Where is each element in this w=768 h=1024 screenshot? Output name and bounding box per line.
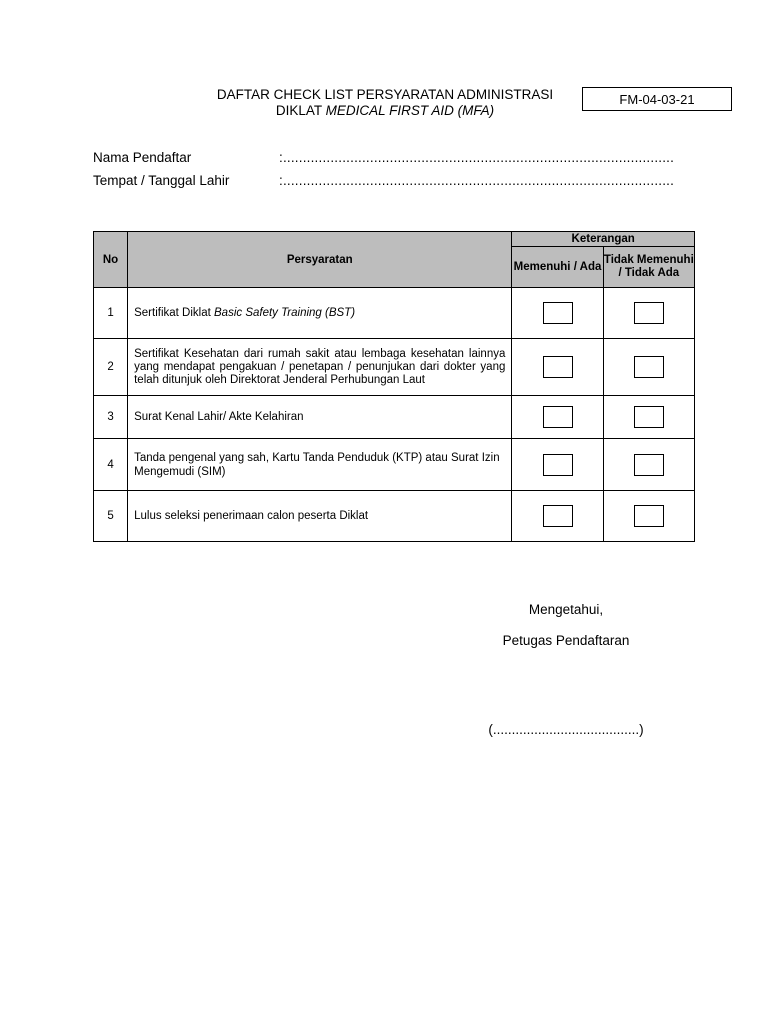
requirements-table	[93, 231, 695, 542]
row-number: 1	[94, 288, 128, 339]
field-value-line[interactable]: :...................................................................................................	[279, 173, 675, 188]
row-number: 3	[94, 396, 128, 439]
title-line-2-prefix: DIKLAT	[275, 103, 326, 118]
title-line-1: DAFTAR CHECK LIST PERSYARATAN ADMINISTRASI	[216, 87, 554, 102]
header-memenuhi: Memenuhi / Ada	[512, 247, 603, 288]
checkbox-tidak-memenuhi[interactable]	[634, 356, 664, 378]
form-title	[190, 87, 580, 119]
checkbox-memenuhi[interactable]	[543, 505, 573, 527]
row-requirement: Lulus seleksi penerimaan calon peserta Diklat	[128, 491, 512, 542]
header-keterangan: Keterangan	[512, 232, 695, 247]
table-row	[94, 491, 695, 542]
form-code: FM-04-03-21	[619, 91, 695, 107]
field-label: Tempat / Tanggal Lahir	[93, 173, 230, 188]
title-line-2	[190, 103, 580, 119]
table-row	[94, 288, 695, 339]
table-row	[94, 439, 695, 491]
checkbox-memenuhi[interactable]	[543, 454, 573, 476]
header-no: No	[94, 232, 128, 288]
row-requirement: Tanda pengenal yang sah, Kartu Tanda Penduduk (KTP) atau Surat Izin Mengemudi (SIM)	[128, 439, 512, 491]
row-text: Sertifikat Diklat	[134, 307, 214, 319]
row-requirement: Sertifikat Kesehatan dari rumah sakit atau lembaga kesehatan lainnya yang mendapat pengakuan / penetapan / penunjukan dari dokter yang telah ditunjuk oleh Direktorat Jenderal Perhubungan Laut	[128, 339, 512, 396]
form-code-box	[582, 87, 732, 111]
checkbox-memenuhi[interactable]	[543, 302, 573, 324]
signature-name-line[interactable]: (.......................................)	[488, 722, 644, 737]
row-number: 4	[94, 439, 128, 491]
checkbox-tidak-memenuhi[interactable]	[634, 406, 664, 428]
row-number: 5	[94, 491, 128, 542]
row-text-italic: Basic Safety Training (BST)	[214, 307, 356, 319]
row-requirement: Surat Kenal Lahir/ Akte Kelahiran	[128, 396, 512, 439]
table-row	[94, 339, 695, 396]
header-tidak-memenuhi: Tidak Memenuhi / Tidak Ada	[603, 247, 694, 288]
checkbox-memenuhi[interactable]	[543, 356, 573, 378]
table-row	[94, 396, 695, 439]
signature-role: Petugas Pendaftaran	[502, 633, 630, 648]
field-label: Nama Pendaftar	[93, 150, 192, 165]
checkbox-memenuhi[interactable]	[543, 406, 573, 428]
checkbox-tidak-memenuhi[interactable]	[634, 302, 664, 324]
title-line-2-italic: MEDICAL FIRST AID (MFA)	[325, 103, 495, 118]
checkbox-tidak-memenuhi[interactable]	[634, 505, 664, 527]
header-persyaratan: Persyaratan	[128, 232, 512, 288]
row-number: 2	[94, 339, 128, 396]
signature-acknowledge: Mengetahui,	[528, 602, 604, 617]
field-value-line[interactable]: :...................................................................................................	[279, 150, 675, 165]
row-requirement	[128, 288, 512, 339]
checkbox-tidak-memenuhi[interactable]	[634, 454, 664, 476]
